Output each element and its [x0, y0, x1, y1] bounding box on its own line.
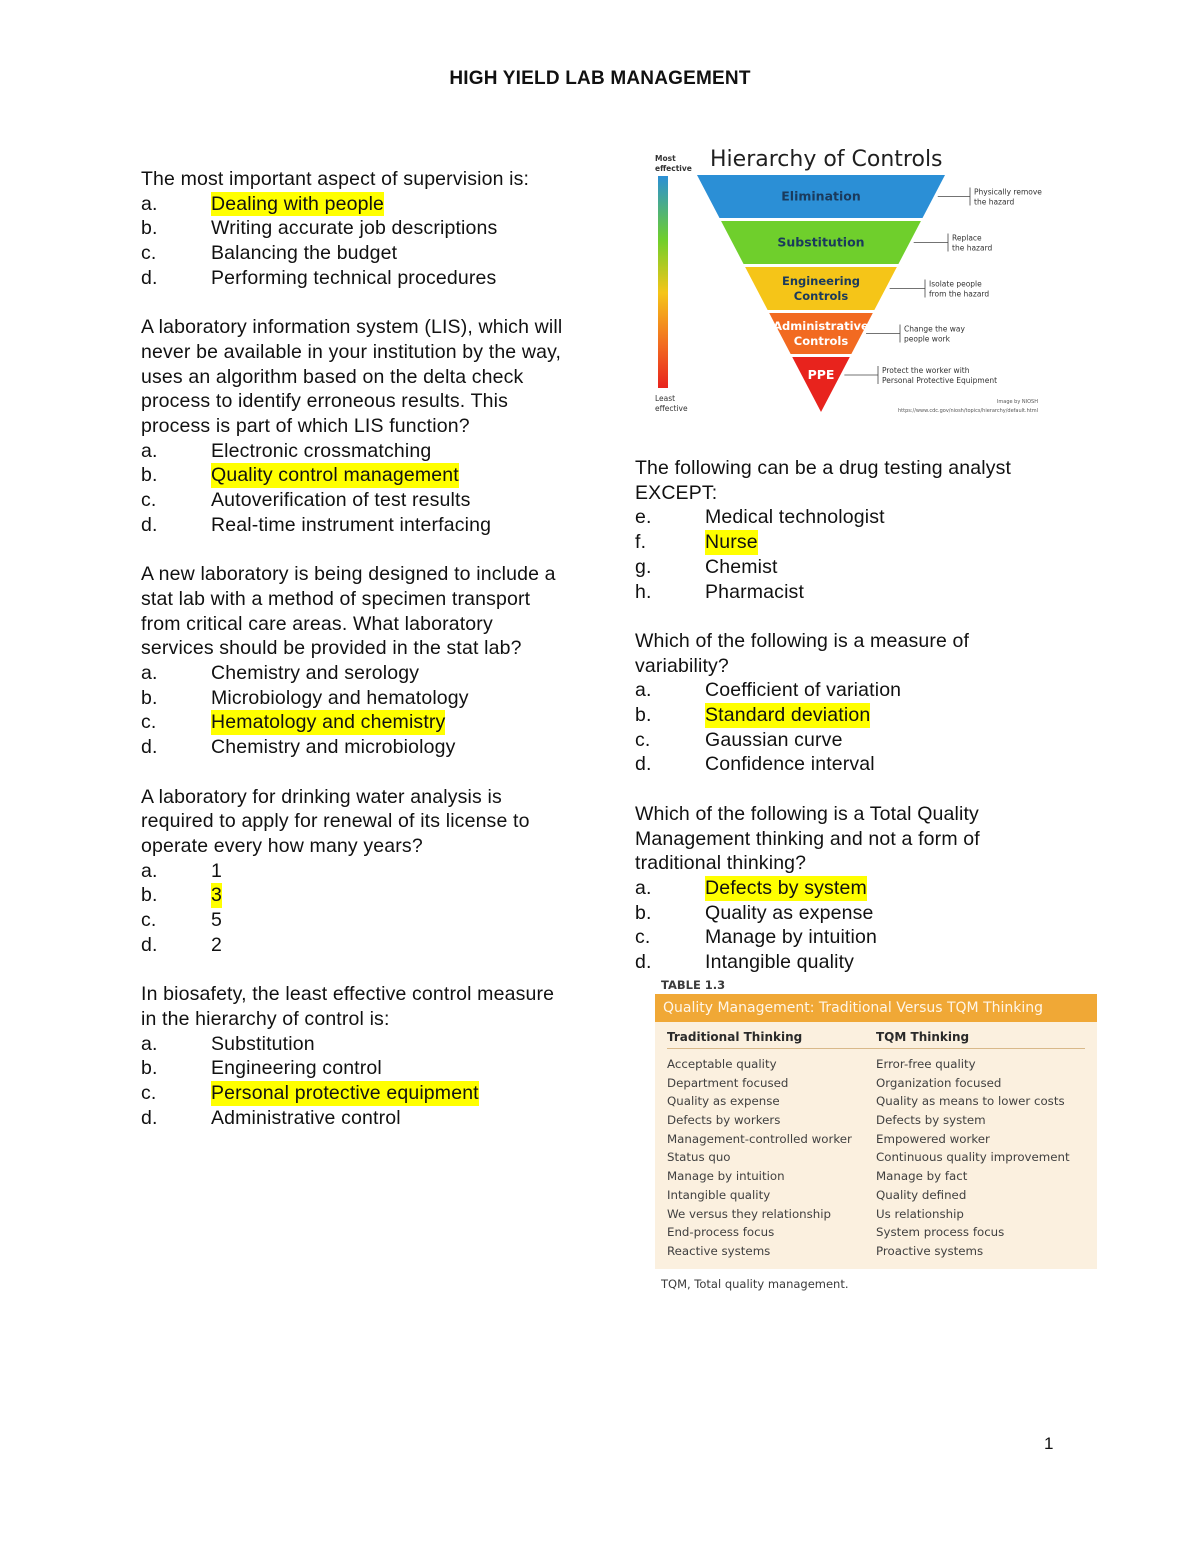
hierarchy-pyramid — [640, 140, 1050, 420]
question-block — [141, 785, 571, 958]
answer-option — [635, 530, 1065, 555]
traditional-cell: Management-controlled worker — [667, 1131, 852, 1146]
least-effective-label-1: Least — [655, 394, 676, 403]
question-text: Which of the following is a measure of variability? — [635, 629, 970, 677]
table-row — [667, 1186, 1085, 1205]
traditional-cell: We versus they relationship — [667, 1206, 832, 1221]
hazard-note: Isolate people — [929, 279, 982, 289]
question-block — [141, 562, 571, 760]
question-text: A laboratory information system (LIS), which will never be available in your institution by the way, uses an algorithm based on the delta check process to identify erroneous results. This process is part of which LIS function? — [141, 316, 563, 438]
question-text: Which of the following is a Total Quality Management thinking and not a form of traditional thinking? — [635, 802, 980, 875]
tqm-cell: Quality defined — [876, 1187, 967, 1202]
tqm-cell: Proactive systems — [876, 1243, 984, 1258]
pyramid-level-label: Engineering — [781, 274, 861, 288]
option-letter: a. — [141, 192, 158, 215]
option-letter: c. — [141, 242, 157, 265]
table-rows — [667, 1049, 1085, 1261]
tqm-cell: Organization focused — [876, 1075, 1002, 1090]
most-effective-label-2: effective — [655, 164, 692, 173]
option-letter: a. — [635, 679, 652, 702]
highlighted-answer: Defects by system — [705, 876, 867, 899]
answer-option — [141, 216, 571, 241]
question-block — [141, 982, 571, 1130]
image-credit-2: https://www.cdc.gov/niosh/topics/hierarchy/default.html — [898, 408, 1038, 414]
question-text: The most important aspect of supervision is: — [141, 168, 530, 190]
traditional-cell: Department focused — [667, 1075, 789, 1090]
highlighted-answer: Personal protective equipment — [211, 1081, 479, 1104]
table-title: Quality Management: Traditional Versus TQM Thinking — [655, 994, 1097, 1022]
option-text: Quality as expense — [705, 901, 874, 924]
hazard-note: Physically remove — [974, 187, 1042, 197]
answer-option — [141, 241, 571, 266]
option-text: Real-time instrument interfacing — [211, 513, 492, 536]
answer-option — [141, 513, 571, 538]
option-letter: b. — [141, 217, 158, 240]
tqm-cell: Quality as means to lower costs — [876, 1094, 1065, 1109]
answer-option — [635, 925, 1065, 950]
option-text: Substitution — [211, 1032, 315, 1055]
highlighted-answer: 3 — [211, 884, 222, 907]
answer-option — [141, 488, 571, 513]
answer-option — [141, 710, 571, 735]
option-letter: c. — [141, 1081, 157, 1104]
page-number: 1 — [1044, 1434, 1054, 1453]
highlighted-answer: Standard deviation — [705, 704, 871, 727]
answer-option — [141, 439, 571, 464]
table-row — [667, 1055, 1085, 1074]
tqm-cell: Manage by fact — [876, 1169, 968, 1184]
option-letter: d. — [141, 266, 158, 289]
traditional-cell: Defects by workers — [667, 1113, 781, 1128]
answer-option — [141, 1056, 571, 1081]
hazard-note: people work — [904, 334, 950, 344]
table-body — [655, 1022, 1097, 1269]
option-text: Chemistry and serology — [211, 662, 420, 685]
option-letter: b. — [141, 464, 158, 487]
hazard-note: the hazard — [974, 197, 1015, 207]
answer-option — [141, 192, 571, 217]
hazard-note: from the hazard — [929, 289, 990, 299]
tqm-cell: Continuous quality improvement — [876, 1150, 1070, 1165]
hazard-note: Personal Protective Equipment — [882, 376, 998, 385]
option-letter: d. — [141, 513, 158, 536]
traditional-cell: Manage by intuition — [667, 1169, 785, 1184]
option-text: Performing technical procedures — [211, 266, 497, 289]
option-letter: a. — [141, 1032, 158, 1055]
option-text: Writing accurate job descriptions — [211, 217, 498, 240]
answer-option — [141, 883, 571, 908]
question-block — [635, 802, 1065, 975]
option-letter: b. — [141, 1057, 158, 1080]
table-row — [667, 1130, 1085, 1149]
question-block — [635, 456, 1065, 604]
option-text: Coefficient of variation — [705, 679, 902, 702]
pyramid-level-label: Substitution — [777, 234, 865, 250]
hazard-note: Change the way — [904, 324, 965, 334]
table-row — [667, 1111, 1085, 1130]
highlighted-answer: Quality control management — [211, 464, 459, 487]
answer-option — [141, 463, 571, 488]
option-letter: h. — [635, 580, 652, 603]
pyramid-level-label: Controls — [793, 334, 849, 348]
table-label: TABLE 1.3 — [661, 978, 726, 992]
option-text: Balancing the budget — [211, 242, 398, 265]
option-letter: d. — [141, 933, 158, 956]
answer-option — [141, 908, 571, 933]
traditional-cell: Status quo — [667, 1150, 731, 1165]
option-letter: g. — [635, 555, 652, 578]
pyramid-level-label: Controls — [793, 289, 849, 303]
hazard-note: the hazard — [952, 243, 993, 253]
option-letter: a. — [141, 859, 158, 882]
hazard-note: Protect the worker with — [882, 366, 970, 375]
effectiveness-scale-bar — [658, 176, 668, 388]
tqm-table-figure — [655, 978, 1097, 1291]
image-credit-1: Image by NIOSH — [996, 399, 1038, 405]
answer-option — [141, 266, 571, 291]
answer-option — [141, 859, 571, 884]
table-row — [667, 1148, 1085, 1167]
least-effective-label-2: effective — [655, 404, 688, 413]
table-row — [667, 1092, 1085, 1111]
answer-option — [141, 686, 571, 711]
option-text: Chemistry and microbiology — [211, 736, 456, 759]
option-text: Autoverification of test results — [211, 489, 471, 512]
traditional-cell: Intangible quality — [667, 1187, 771, 1202]
answer-option — [141, 933, 571, 958]
option-text: Gaussian curve — [705, 728, 843, 751]
most-effective-label-1: Most — [655, 154, 676, 163]
option-letter: a. — [141, 662, 158, 685]
pyramid-level-label: Administrative — [773, 319, 869, 333]
highlighted-answer: Dealing with people — [211, 192, 385, 215]
option-letter: f. — [635, 531, 647, 554]
answer-option — [141, 1081, 571, 1106]
answer-option — [141, 661, 571, 686]
option-letter: d. — [635, 951, 652, 974]
option-text: Pharmacist — [705, 580, 805, 603]
highlighted-answer: Nurse — [705, 531, 758, 554]
column-header-tqm: TQM Thinking — [876, 1030, 970, 1044]
question-block — [635, 629, 1065, 777]
table-row — [667, 1242, 1085, 1261]
traditional-cell: Reactive systems — [667, 1243, 771, 1258]
option-letter: c. — [635, 728, 651, 751]
option-text: Chemist — [705, 555, 778, 578]
answer-option — [635, 876, 1065, 901]
option-letter: d. — [635, 753, 652, 776]
hierarchy-title: Hierarchy of Controls — [710, 147, 943, 172]
pyramid-level-label: PPE — [807, 367, 835, 382]
tqm-cell: Empowered worker — [876, 1131, 990, 1146]
option-text: Manage by intuition — [705, 926, 877, 949]
traditional-cell: Acceptable quality — [667, 1057, 777, 1071]
answer-option — [635, 901, 1065, 926]
option-letter: d. — [141, 1106, 158, 1129]
hazard-note: Replace — [952, 233, 982, 243]
answer-option — [141, 1032, 571, 1057]
answer-option — [635, 728, 1065, 753]
hierarchy-of-controls-figure — [640, 140, 1050, 420]
question-block — [141, 315, 571, 537]
option-text: 2 — [211, 933, 222, 956]
option-letter: e. — [635, 506, 652, 529]
pyramid-band — [792, 357, 850, 412]
option-text: 1 — [211, 859, 222, 882]
option-letter: c. — [141, 489, 157, 512]
highlighted-answer: Hematology and chemistry — [211, 711, 446, 734]
question-text: A laboratory for drinking water analysis is required to apply for renewal of its license to operate every how many years? — [141, 785, 530, 857]
answer-option — [635, 950, 1065, 975]
option-text: Medical technologist — [705, 506, 885, 529]
tqm-cell: Defects by system — [876, 1113, 986, 1128]
option-text: Electronic crossmatching — [211, 439, 432, 462]
option-text: Intangible quality — [705, 951, 855, 974]
question-text: A new laboratory is being designed to include a stat lab with a method of specimen transport from critical care areas. What laboratory services should be provided in the stat lab? — [141, 563, 556, 660]
left-question-column — [141, 167, 571, 1155]
tqm-cell: Us relationship — [876, 1206, 964, 1221]
option-letter: c. — [635, 926, 651, 949]
answer-option — [141, 1106, 571, 1131]
table-footnote: TQM, Total quality management. — [661, 1276, 849, 1291]
option-letter: b. — [141, 884, 158, 907]
question-block — [141, 167, 571, 291]
option-text: Engineering control — [211, 1057, 382, 1080]
answer-option — [635, 678, 1065, 703]
table-row — [667, 1074, 1085, 1093]
option-text: 5 — [211, 909, 222, 932]
option-letter: b. — [635, 901, 652, 924]
question-text: The following can be a drug testing analyst EXCEPT: — [635, 457, 1012, 504]
option-text: Microbiology and hematology — [211, 686, 469, 709]
table-row — [667, 1223, 1085, 1242]
option-letter: a. — [141, 439, 158, 462]
option-letter: b. — [141, 686, 158, 709]
option-text: Confidence interval — [705, 753, 875, 776]
answer-option — [635, 505, 1065, 530]
answer-option — [635, 580, 1065, 605]
table-header-row — [667, 1026, 1085, 1049]
traditional-cell: End-process focus — [667, 1225, 775, 1240]
table-row — [667, 1205, 1085, 1224]
tqm-cell: System process focus — [876, 1225, 1005, 1240]
table-row — [667, 1167, 1085, 1186]
answer-option — [635, 752, 1065, 777]
option-letter: b. — [635, 704, 652, 727]
page-title: HIGH YIELD LAB MANAGEMENT — [449, 68, 751, 89]
answer-option — [635, 555, 1065, 580]
answer-option — [141, 735, 571, 760]
option-text: Administrative control — [211, 1106, 401, 1129]
tqm-cell: Error-free quality — [876, 1057, 976, 1071]
option-letter: c. — [141, 909, 157, 932]
pyramid-level-label: Elimination — [781, 188, 861, 204]
column-header-traditional: Traditional Thinking — [667, 1030, 803, 1044]
option-letter: d. — [141, 736, 158, 759]
right-question-column — [635, 456, 1065, 999]
question-text: In biosafety, the least effective control measure in the hierarchy of control is: — [141, 983, 555, 1030]
answer-option — [635, 703, 1065, 728]
option-letter: c. — [141, 711, 157, 734]
option-letter: a. — [635, 876, 652, 899]
traditional-cell: Quality as expense — [667, 1094, 780, 1109]
